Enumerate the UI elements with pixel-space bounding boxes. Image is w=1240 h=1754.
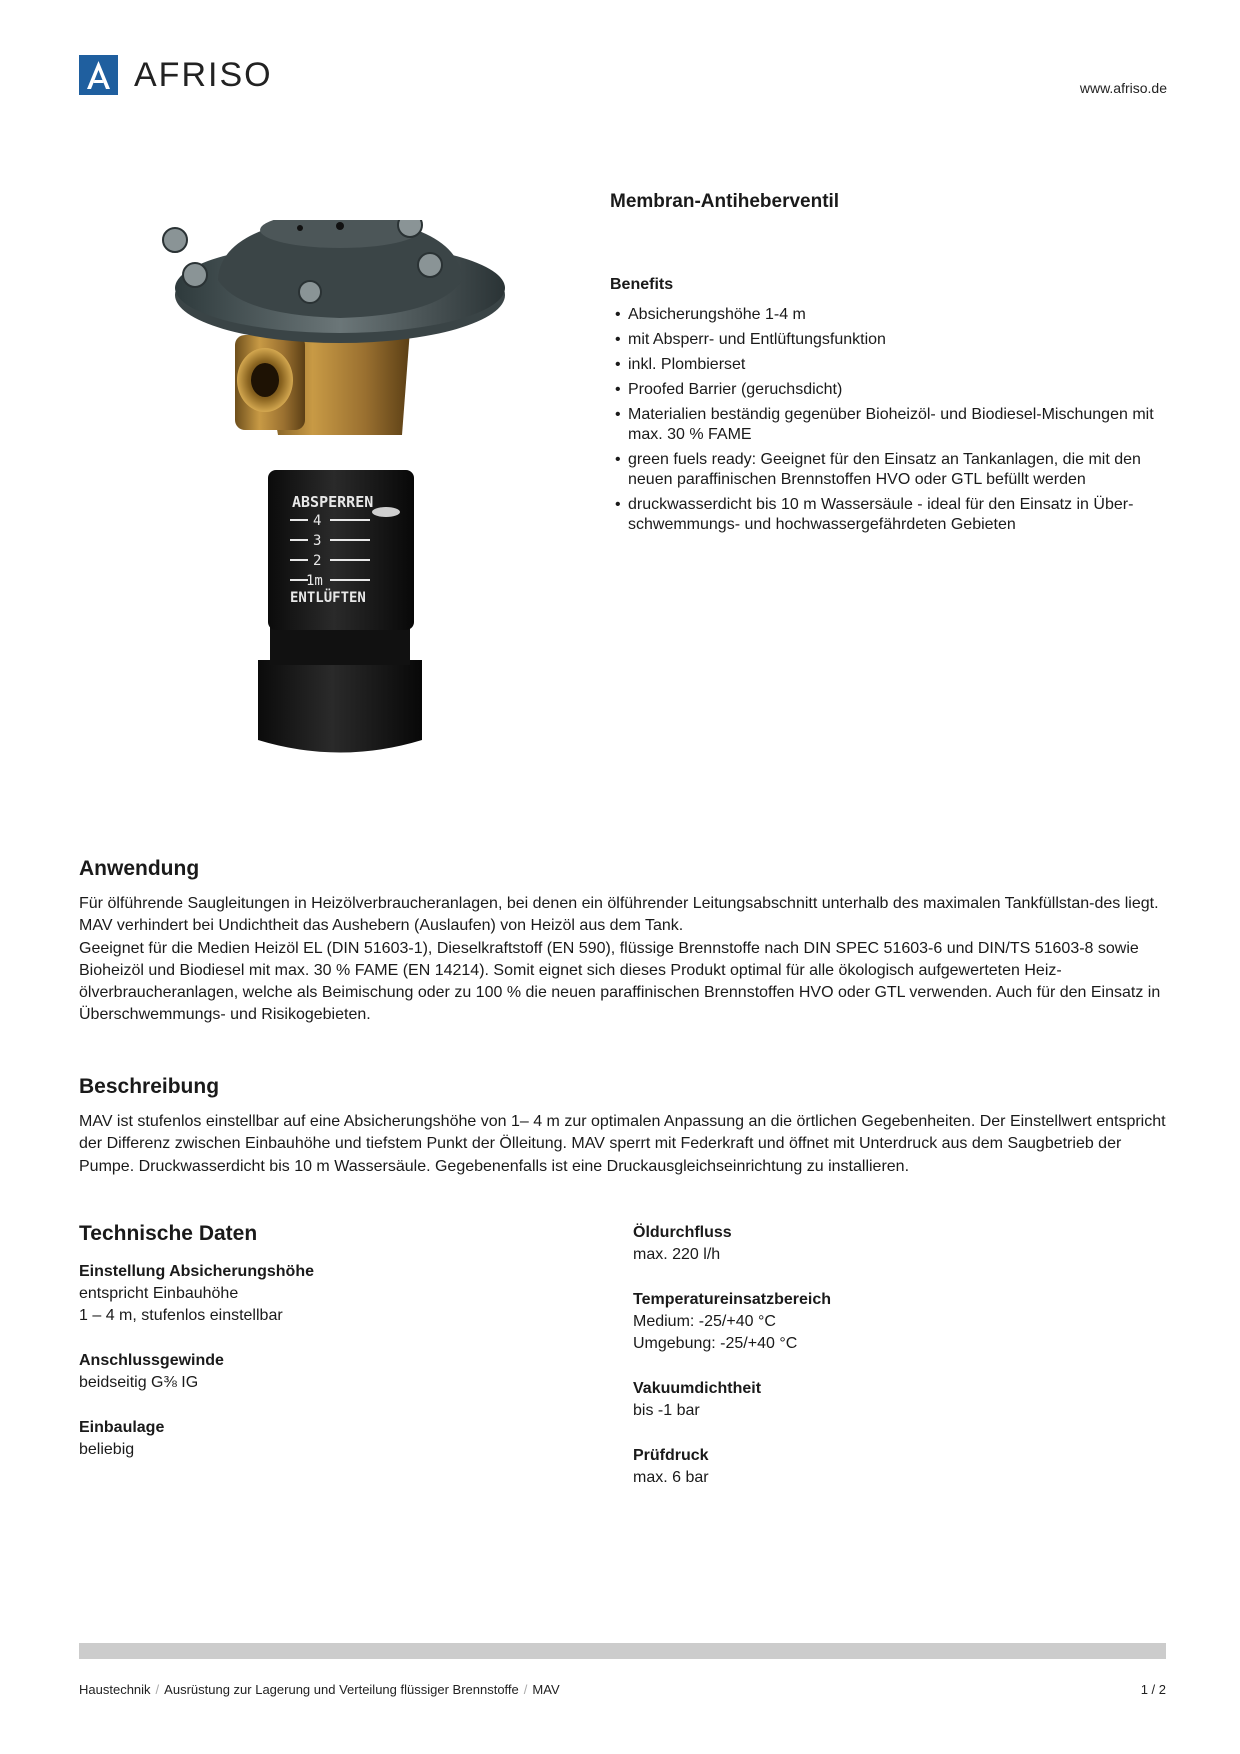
tech-value: Medium: -25/+40 °C Umgebung: -25/+40 °C: [633, 1313, 798, 1352]
benefit-item: • inkl. Plombierset: [610, 355, 1170, 375]
breadcrumb-item[interactable]: Ausrüstung zur Lagerung und Verteilung flüssiger Brennstoffe: [164, 1682, 519, 1697]
tech-label: Prüfdruck: [633, 1447, 709, 1464]
benefit-item: • druckwasserdicht bis 10 m Wassersäule - ideal für den Einsatz in Über-schwemmungs- und hochwassergefährdeten Gebieten: [610, 495, 1170, 535]
tech-item: [633, 1289, 1133, 1355]
scale-bottom-label: ENTLÜFTEN: [290, 590, 366, 606]
anwendung-heading: Anwendung: [79, 857, 200, 880]
tech-label: Vakuumdichtheit: [633, 1380, 762, 1397]
tech-value: beliebig: [79, 1441, 135, 1458]
tech-label: Einbaulage: [79, 1419, 165, 1436]
footer: [79, 1682, 1166, 1697]
tech-label: Temperatureinsatzbereich: [633, 1291, 831, 1308]
scale-top-label: ABSPERREN: [292, 493, 374, 511]
tech-item: [633, 1445, 1133, 1489]
breadcrumb: [79, 1682, 560, 1697]
benefits-list: [610, 305, 1170, 540]
scale-mark-1m: 1m: [306, 573, 323, 589]
tech-value: bis -1 bar: [633, 1402, 700, 1419]
afriso-logo-icon: [79, 55, 118, 95]
beschreibung-text: MAV ist stufenlos einstellbar auf eine Absicherungshöhe von 1– 4 m zur optimalen Anpassung an die örtlichen Gegebenheiten. Der Einstellwert entspricht der Differenz zwischen Einbauhöhe und tiefstem Punkt der Ölleitung. MAV sperrt mit Federkraft und öffnet mit Unterdruck aus dem Saugbetrieb der Pumpe. Druckwasserdicht bis 10 m Wassersäule. Gegebenenfalls ist eine Druckausgleichseinrichtung zu installieren.: [79, 1113, 1166, 1175]
tech-item: [633, 1222, 1133, 1266]
tech-heading: Technische Daten: [79, 1222, 258, 1245]
tech-item: [79, 1417, 579, 1461]
tech-column-right: [633, 1222, 1133, 1512]
benefit-item: • mit Absperr- und Entlüftungsfunktion: [610, 330, 1170, 350]
breadcrumb-separator: /: [155, 1682, 160, 1697]
brand-name: AFRISO: [134, 56, 273, 94]
tech-column-left: [79, 1261, 579, 1484]
breadcrumb-item[interactable]: MAV: [532, 1682, 560, 1697]
scale-mark-3: 3: [313, 533, 322, 549]
breadcrumb-item[interactable]: Haustechnik: [79, 1682, 151, 1697]
product-title: Membran-Antiheberventil: [610, 191, 840, 212]
beschreibung-heading: Beschreibung: [79, 1075, 220, 1098]
benefit-item: • Materialien beständig gegenüber Bioheizöl- und Biodiesel-Mischungen mit max. 30 % FAME: [610, 405, 1170, 445]
tech-item: [79, 1261, 579, 1327]
scale-mark-4: 4: [313, 513, 322, 529]
tech-label: Einstellung Absicherungshöhe: [79, 1263, 314, 1280]
tech-value: entspricht Einbauhöhe 1 – 4 m, stufenlos einstellbar: [79, 1285, 283, 1324]
tech-value: max. 6 bar: [633, 1469, 709, 1486]
tech-label: Öldurchfluss: [633, 1224, 732, 1241]
tech-value: max. 220 l/h: [633, 1246, 721, 1263]
scale-mark-2: 2: [313, 553, 322, 569]
benefit-item: • Absicherungshöhe 1-4 m: [610, 305, 1170, 325]
anwendung-text: Für ölführende Saugleitungen in Heizölverbraucheranlagen, bei denen ein ölführender Leitungsabschnitt unterhalb des maximalen Tankfüllstan-des liegt. MAV verhindert bei Undichtheit das Aushebern (Auslaufen) von Heizöl aus dem Tank. Geeignet für die Medien Heizöl EL (DIN 51603-1), Dieselkraftstoff (EN 590), flüssige Brennstoffe nach DIN SPEC 51603-6 und DIN/TS 51603-8 sowie Bioheizöl und Biodiesel mit max. 30 % FAME (EN 14214). Somit eignet sich dieses Produkt optimal für alle ökologisch aufgewerteten Heiz-ölverbraucheranlagen, welche als Beimischung oder zu 100 % die neuen paraffinischen Brennstoffen HVO oder GTL verwenden. Auch für den Einsatz in Überschwemmungs- und Risikogebieten.: [79, 895, 1161, 1024]
benefit-item: • green fuels ready: Geeignet für den Einsatz an Tankanlagen, die mit den neuen paraffinischen Brennstoffen HVO oder GTL befüllt werden: [610, 450, 1170, 490]
tech-value: beidseitig G⅜ IG: [79, 1374, 199, 1391]
page-number: 1 / 2: [1140, 1682, 1166, 1697]
breadcrumb-separator: /: [523, 1682, 528, 1697]
website-link[interactable]: www.afriso.de: [1079, 80, 1167, 96]
tech-item: [633, 1378, 1133, 1422]
benefit-item: • Proofed Barrier (geruchsdicht): [610, 380, 1170, 400]
tech-item: [79, 1350, 579, 1394]
benefits-heading: Benefits: [610, 276, 674, 293]
tech-label: Anschlussgewinde: [79, 1352, 224, 1369]
footer-divider-bar: [79, 1643, 1166, 1659]
brand-logo: [79, 55, 273, 95]
product-image: [140, 220, 540, 780]
